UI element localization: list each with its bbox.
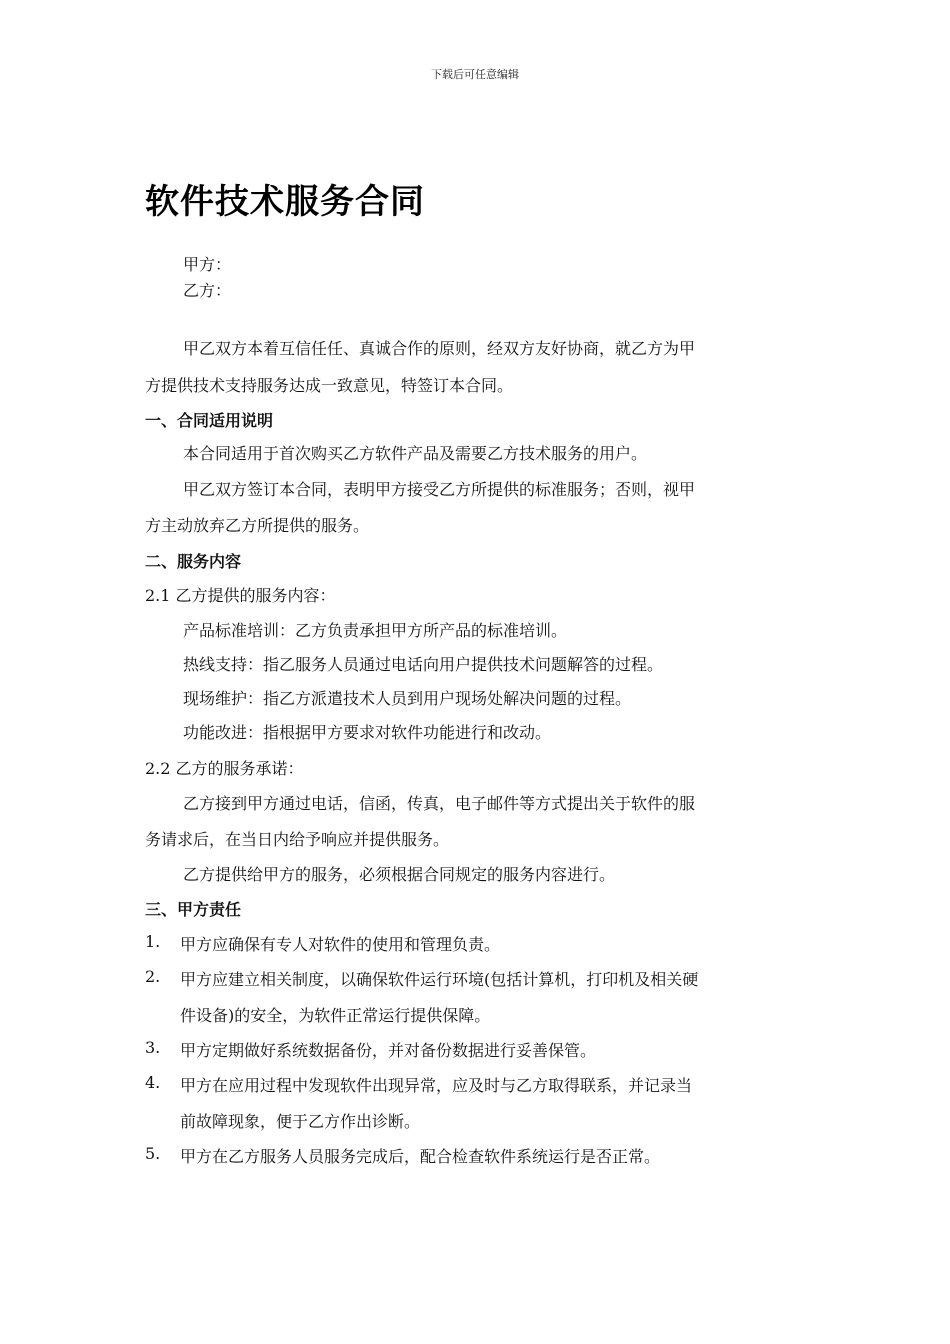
list-item-number: 2. — [145, 967, 161, 986]
section-1-paragraph-1: 本合同适用于首次购买乙方软件产品及需要乙方技术服务的用户。 — [183, 444, 648, 463]
subsection-2-2: 2.2 乙方的服务承诺： — [145, 759, 304, 778]
list-item-text: 甲方应确保有专人对软件的使用和管理负责。 — [180, 935, 501, 954]
list-item-number: 1. — [145, 932, 161, 951]
list-item-text: 甲方应建立相关制度，以确保软件运行环境(包括计算机，打印机及相关硬 — [180, 970, 699, 989]
party-a-label: 甲方： — [183, 255, 232, 274]
party-b-label: 乙方： — [183, 281, 232, 300]
section-1-paragraph-2-line-1: 甲乙双方签订本合同，表明甲方接受乙方所提供的标准服务；否则，视甲 — [183, 480, 696, 499]
list-item-text-continued: 前故障现象，便于乙方作出诊断。 — [180, 1112, 421, 1131]
list-item-text: 甲方在乙方服务人员服务完成后，配合检查软件系统运行是否正常。 — [180, 1147, 661, 1166]
section-1-heading: 一、合同适用说明 — [145, 411, 274, 430]
document-title: 软件技术服务合同 — [145, 182, 425, 222]
section-2-heading: 二、服务内容 — [145, 552, 242, 571]
list-item-text: 甲方定期做好系统数据备份，并对备份数据进行妥善保管。 — [180, 1041, 597, 1060]
list-item-text: 甲方在应用过程中发现软件出现异常，应及时与乙方取得联系，并记录当 — [180, 1076, 693, 1095]
service-item: 热线支持：指乙服务人员通过电话向用户提供技术问题解答的过程。 — [183, 655, 664, 674]
commitment-1-line-1: 乙方接到甲方通过电话，信函，传真，电子邮件等方式提出关于软件的服 — [183, 794, 696, 813]
list-item-number: 3. — [145, 1038, 161, 1057]
service-item: 产品标准培训：乙方负责承担甲方所产品的标准培训。 — [183, 621, 568, 640]
service-item: 功能改进：指根据甲方要求对软件功能进行和改动。 — [183, 723, 552, 742]
intro-line-1: 甲乙双方本着互信任任、真诚合作的原则，经双方友好协商，就乙方为甲 — [183, 339, 696, 358]
intro-line-2: 方提供技术支持服务达成一致意见，特签订本合同。 — [145, 376, 514, 395]
subsection-2-1: 2.1 乙方提供的服务内容： — [145, 586, 336, 605]
commitment-2: 乙方提供给甲方的服务，必须根据合同规定的服务内容进行。 — [183, 865, 616, 884]
list-item-number: 4. — [145, 1073, 161, 1092]
list-item-number: 5. — [145, 1144, 161, 1163]
service-item: 现场维护：指乙方派遣技术人员到用户现场处解决问题的过程。 — [183, 689, 632, 708]
header-note: 下载后可任意编辑 — [431, 68, 519, 81]
list-item-text-continued: 件设备)的安全，为软件正常运行提供保障。 — [180, 1006, 491, 1025]
commitment-1-line-2: 务请求后，在当日内给予响应并提供服务。 — [145, 830, 450, 849]
section-3-heading: 三、甲方责任 — [145, 900, 242, 919]
section-1-paragraph-2-line-2: 方主动放弃乙方所提供的服务。 — [145, 516, 370, 535]
